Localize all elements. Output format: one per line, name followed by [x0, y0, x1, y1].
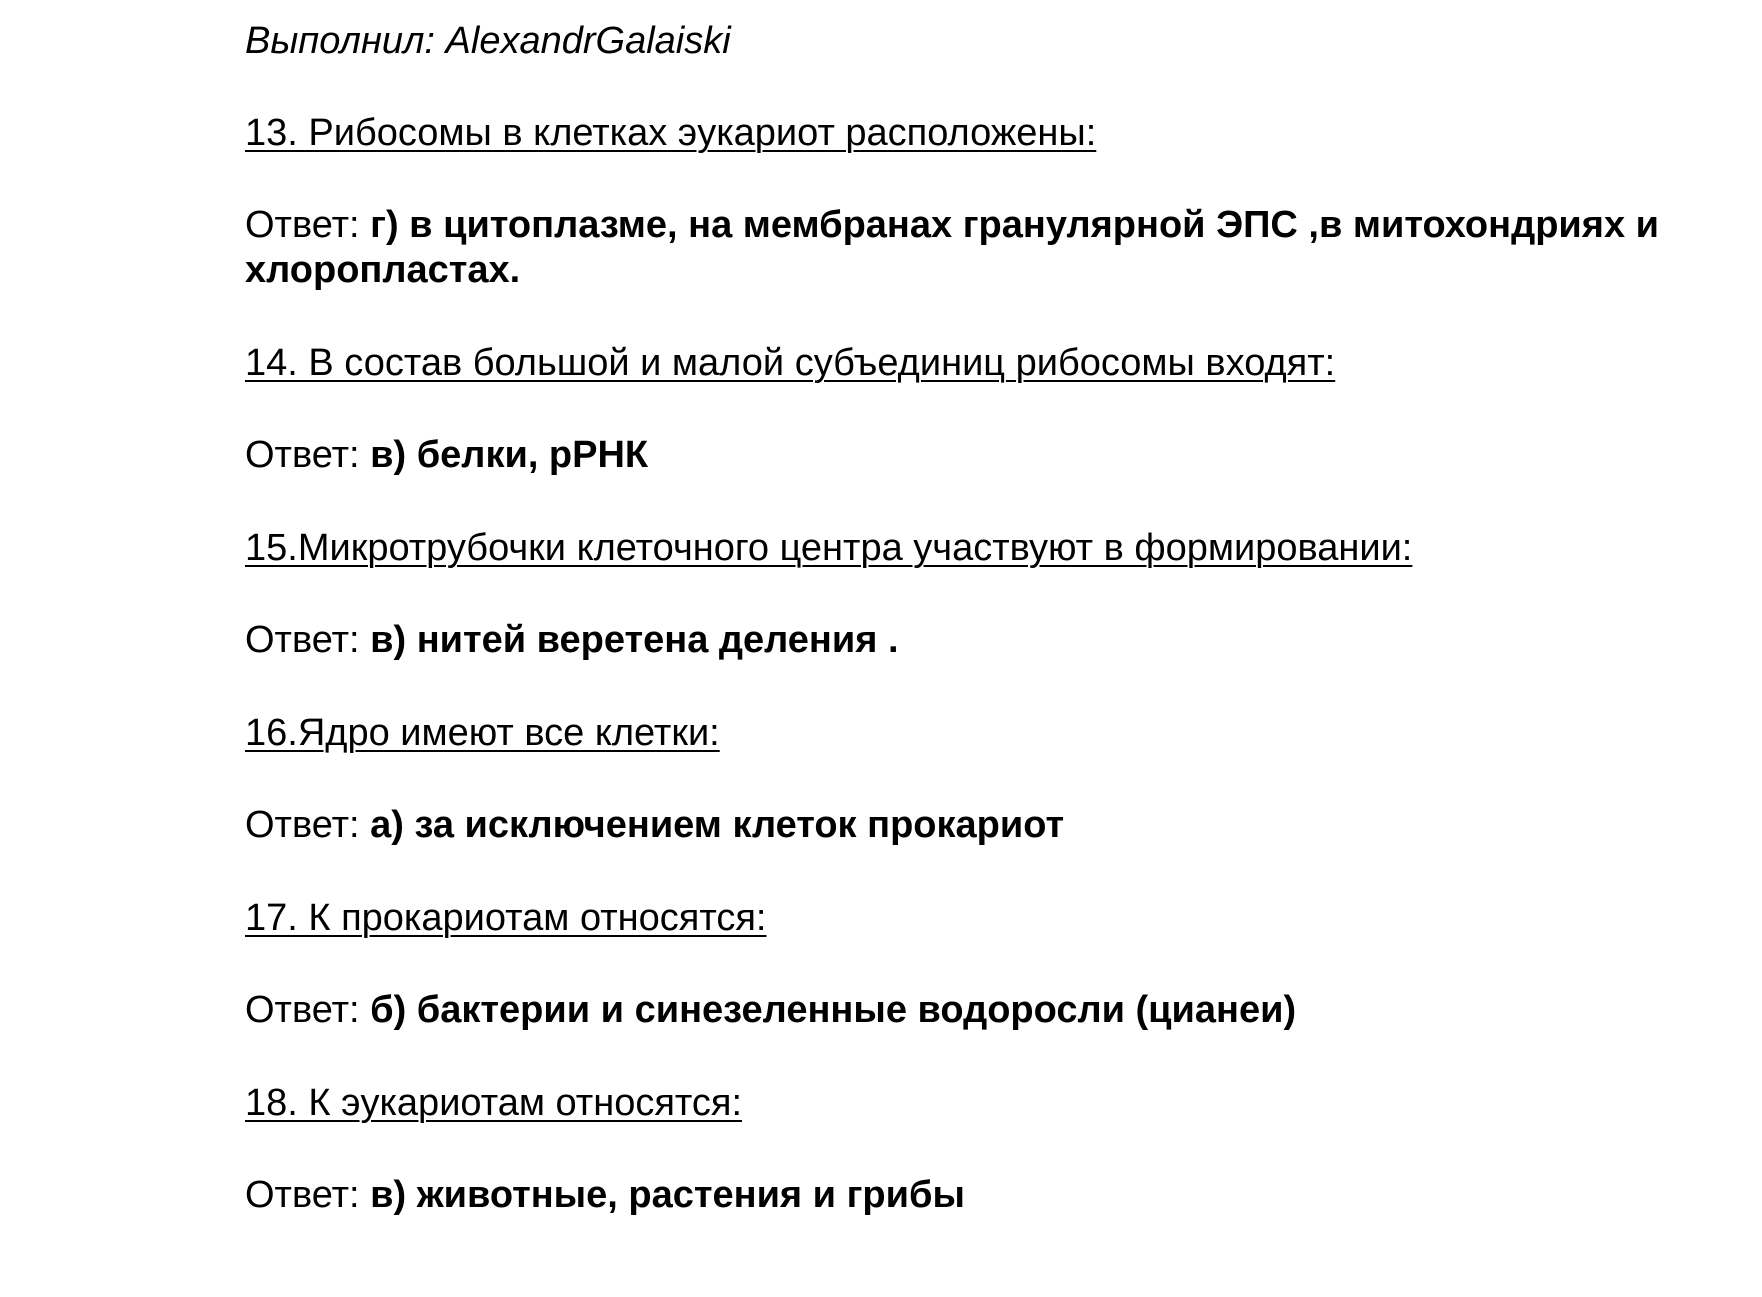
answer-label: Ответ:: [245, 989, 360, 1031]
answer-15: [245, 618, 1745, 663]
answer-label: Ответ:: [245, 619, 360, 661]
answer-18: [245, 1173, 1745, 1218]
answer-14: [245, 433, 1745, 478]
answer-13: [245, 203, 1745, 293]
answer-17: [245, 988, 1745, 1033]
answer-16: [245, 803, 1745, 848]
question-17: 17. К прокариотам относятся:: [245, 897, 767, 939]
question-13: 13. Рибосомы в клетках эукариот расположены:: [245, 112, 1097, 154]
answer-text: в) белки, рРНК: [370, 434, 649, 476]
document-page: [245, 18, 1745, 1265]
qa-item-15: [245, 525, 1745, 663]
question-14: 14. В состав большой и малой субъединиц рибосомы входят:: [245, 342, 1336, 384]
qa-item-18: [245, 1080, 1745, 1218]
answer-text: б) бактерии и синезеленные водоросли (цианеи): [370, 989, 1297, 1031]
answer-label: Ответ:: [245, 1174, 360, 1216]
answer-label: Ответ:: [245, 204, 360, 246]
answer-text: в) животные, растения и грибы: [370, 1174, 965, 1216]
qa-item-13: [245, 110, 1745, 293]
answer-text: в) нитей веретена деления .: [370, 619, 899, 661]
answer-text: а) за исключением клеток прокариот: [370, 804, 1065, 846]
answer-text: г) в цитоплазме, на мембранах гранулярной ЭПС ,в митохондриях и хлоропластах.: [245, 204, 1660, 291]
answer-label: Ответ:: [245, 804, 360, 846]
qa-item-16: [245, 710, 1745, 848]
qa-item-17: [245, 895, 1745, 1033]
question-16: 16.Ядро имеют все клетки:: [245, 712, 720, 754]
question-18: 18. К эукариотам относятся:: [245, 1082, 743, 1124]
author-line: Выполнил: AlexandrGalaiski: [245, 20, 731, 62]
answer-label: Ответ:: [245, 434, 360, 476]
question-15: 15.Микротрубочки клеточного центра участвуют в формировании:: [245, 527, 1413, 569]
qa-item-14: [245, 340, 1745, 478]
